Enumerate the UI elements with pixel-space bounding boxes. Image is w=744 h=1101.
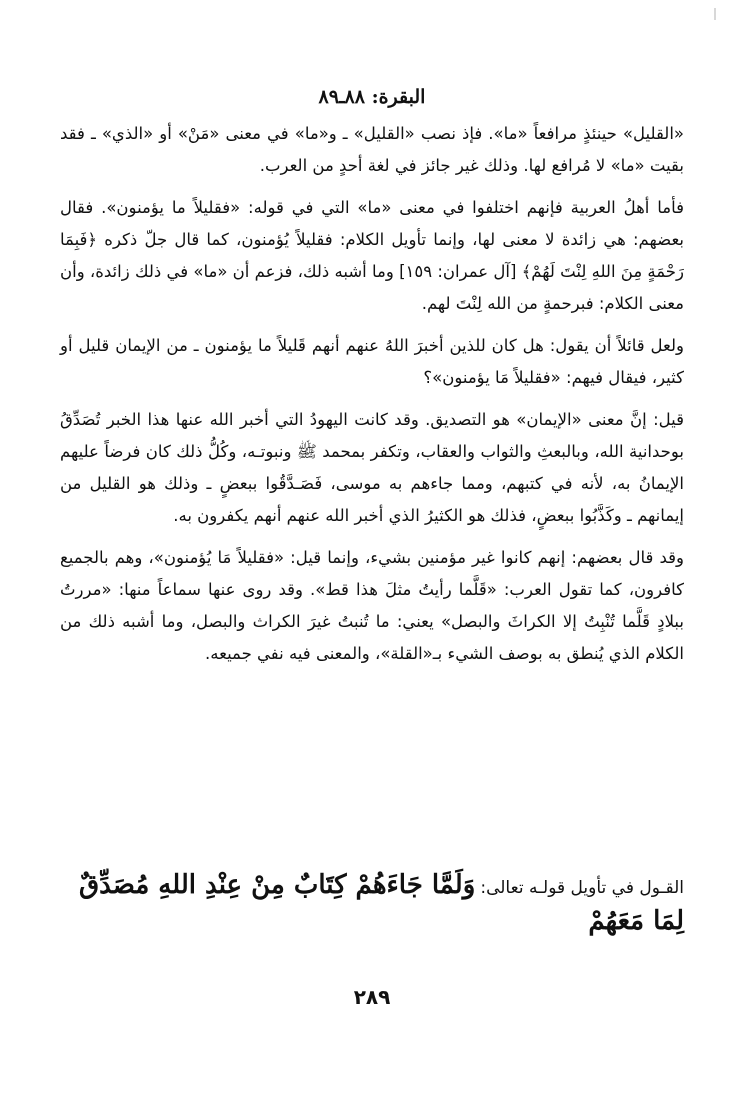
- paragraph-4: قيل: إنَّ معنى «الإيمان» هو التصديق. وقد كانت اليهودُ التي أخبر الله عنها هذا الخبر تُصَدِّقُ بوحدانية الله، وبالبعثِ والثواب والعقاب، وتكفر بمحمد ﷺ ونبوتـه، وكُلُّ ذلك كان فرضاً عليهم الإيمانُ به، لأنه في كتبهم، ومما جاءهم به موسى، فَصَـدَّقُوا ببعضٍ ـ وذلك هو القليل من إيمانهم ـ وكَذَّبُوا ببعضٍ، فذلك هو الكثيرُ الذي أخبر الله عنهم أنهم يكفرون به.: [60, 410, 684, 525]
- page-number: ٢٨٩: [353, 985, 391, 1009]
- quran-verse-part1: وَلَمَّا جَاءَهُمْ كِتَابٌ مِنْ عِنْدِ اللهِ مُصَدِّقٌ: [78, 870, 476, 900]
- running-head: البقرة: ٨٨ـ٨٩: [318, 86, 426, 108]
- quran-verse-part2: لِمَا مَعَهُمْ: [588, 906, 684, 936]
- paragraph-3: ولعل قائلاً أن يقول: هل كان للذين أخبرَ اللهُ عنهم أنهم قَليلاً ما يؤمنون ـ من الإيمان قليل أو كثير، فيقال فيهم: «فقليلاً مَا يؤمنون»؟: [60, 336, 684, 387]
- section-heading-lead: القـول في تأويل قولـه تعالى:: [480, 878, 684, 898]
- margin-mark: [714, 8, 716, 20]
- paragraph-5: وقد قال بعضهم: إنهم كانوا غير مؤمنين بشيء، وإنما قيل: «فقليلاً مَا يُؤمنون»، وهم بالجميع كافرون، كما تقول العرب: «قَلَّما رأيتُ مثلَ هذا قط». وقد روى عنها سماعاً منها: «مررتُ ببلادٍ قَلَّما تُنْبِتُ إلا الكراثَ والبصل» يعني: ما تُنبتُ غيرَ الكراث والبصل، وما أشبه ذلك من الكلام الذي يُنطق به بوصف الشيء بـ«القلة»، والمعنى فيه نفي جميعه.: [60, 548, 684, 663]
- paragraph-2: فأما أهلُ العربية فإنهم اختلفوا في معنى «ما» التي في قوله: «فقليلاً ما يؤمنون». فقال بعضهم: هي زائدة لا معنى لها، وإنما تأويل الكلام: فقليلاً يُؤمنون، كما قال جلّ ذكره ﴿فَبِمَا رَحْمَةٍ مِنَ اللهِ لِنْتَ لَهُمْ﴾ [آل عمران: ١٥٩] وما أشبه ذلك، فزعم أن «ما» في ذلك زائدة، وأن معنى الكلام: فبرحمةٍ من الله لِنْتَ لهم.: [60, 198, 684, 313]
- section-heading: [60, 870, 684, 936]
- main-text: [60, 118, 684, 670]
- paragraph-1: «القليل» حينئذٍ مرافعاً «ما». فإذ نصب «القليل» ـ و«ما» في معنى «مَنْ» أو «الذي» ـ فقد بقيت «ما» لا مُرافع لها. وذلك غير جائز في لغة أحدٍ من العرب.: [60, 124, 684, 175]
